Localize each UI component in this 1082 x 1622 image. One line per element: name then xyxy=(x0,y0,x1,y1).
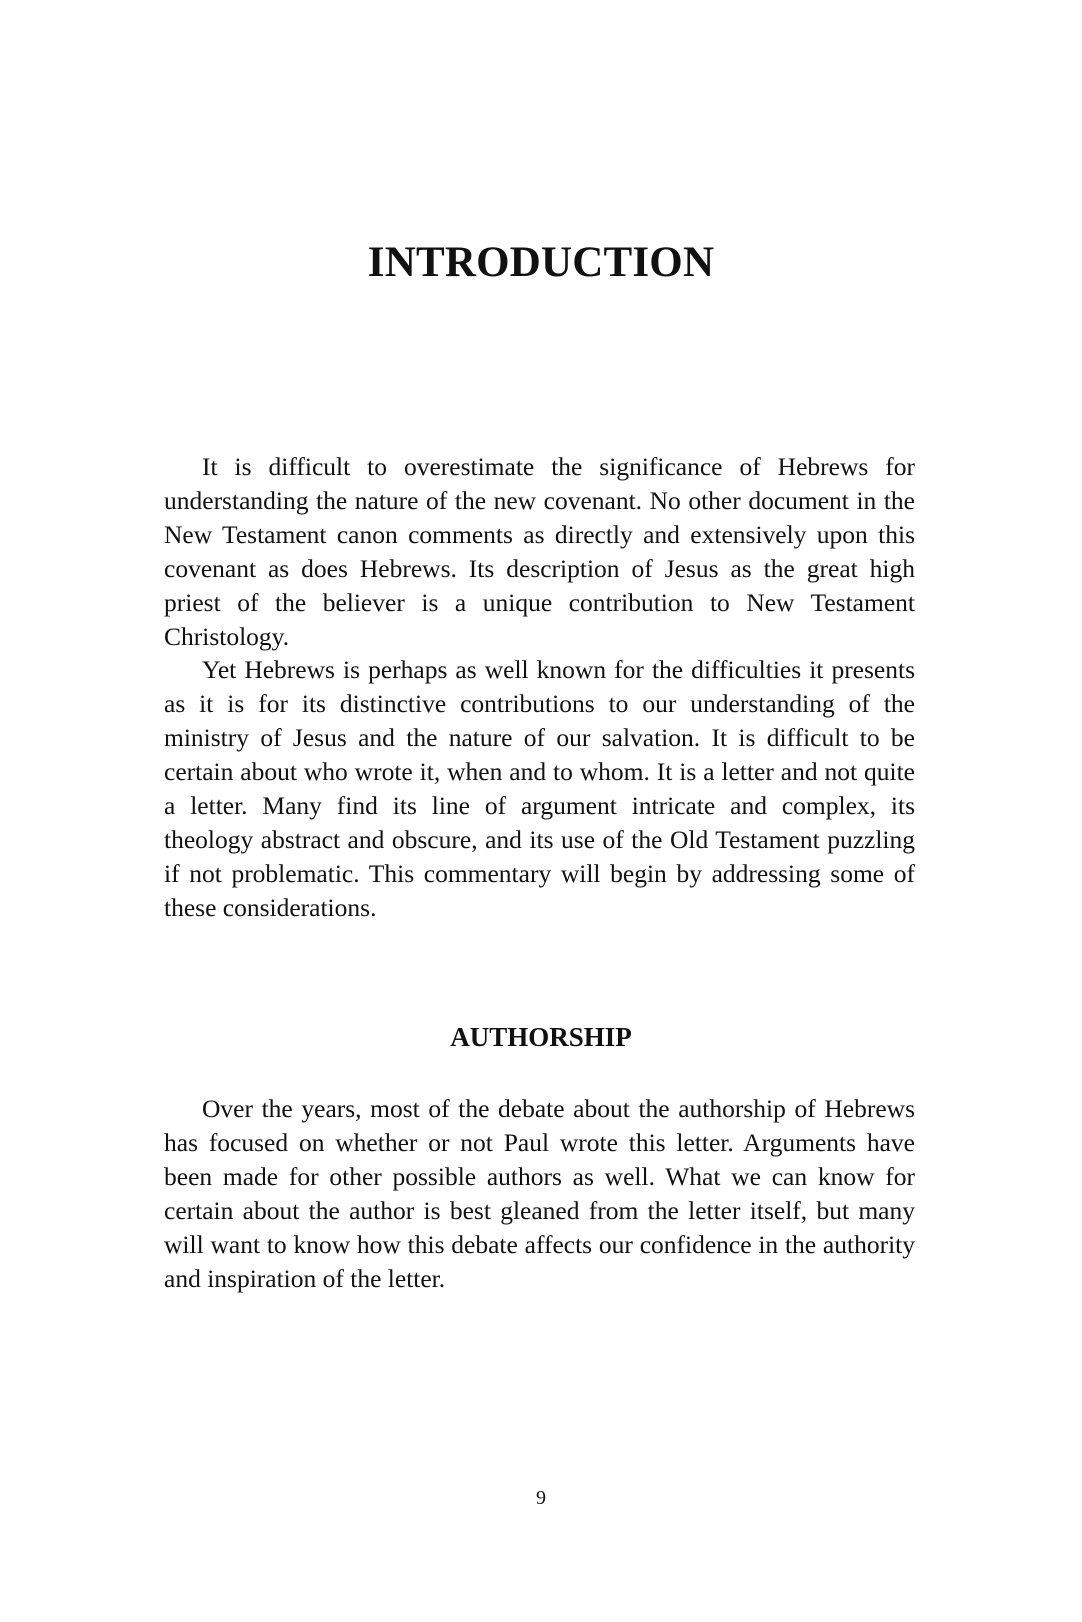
paragraph: Yet Hebrews is perhaps as well known for the difficulties it presents as it is for its distinctive contributions to our understanding of the ministry of Jesus and the nature of our salvation. It is difficult to be certain about who wrote it, when and to whom. It is a letter and not quite a letter. Many find its line of argument intricate and complex, its theology abstract and obscure, and its use of the Old Testament puzzling if not problematic. This commentary will begin by addressing some of these considerations. xyxy=(164,655,915,922)
introduction-text xyxy=(164,450,915,925)
authorship-text xyxy=(164,1092,915,1295)
paragraph: Over the years, most of the debate about the authorship of Hebrews has focused on whether or not Paul wrote this letter. Arguments have been made for other possible authors as well. What we can know for certain about the author is best gleaned from the letter itself, but many will want to know how this debate affects our confidence in the authority and inspiration of the letter. xyxy=(164,1094,915,1293)
paragraph: It is difficult to overestimate the significance of Hebrews for understanding the nature of the new covenant. No other document in the New Testament canon comments as directly and extensively upon this covenant as does Hebrews. Its description of Jesus as the great high priest of the believer is a unique contribution to New Testament Christology. xyxy=(164,452,915,651)
chapter-title: INTRODUCTION xyxy=(367,239,715,286)
section-heading: AUTHORSHIP xyxy=(450,1022,632,1052)
page-number: 9 xyxy=(536,1487,546,1509)
